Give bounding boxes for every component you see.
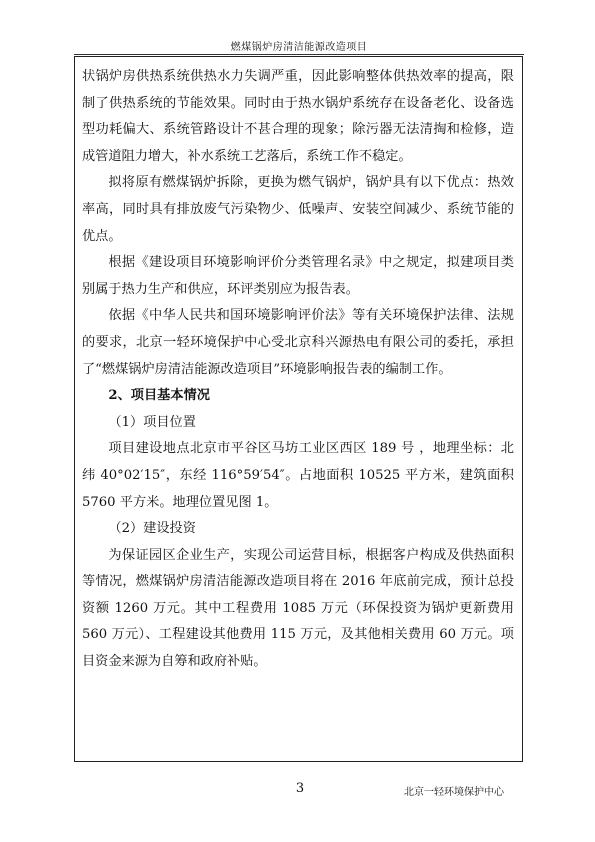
body-content [82,64,514,676]
subsection-location-title: （1）项目位置 [108,414,196,430]
paragraph-classification: 根据《建设项目环境影响评价分类管理名录》中之规定，拟建项目类别属于热力生产和供应，环评类别应为报告表。 [82,255,514,297]
header-rule [74,54,524,55]
subsection-investment-title: （2）建设投资 [108,521,196,537]
paragraph-commission: 依据《中华人民共和国环境影响评价法》等有关环境保护法律、法规的要求，北京一轻环境保护中心受北京科兴源热电有限公司的委托，承担了“燃煤锅炉房清洁能源改造项目”环境影响报告表的编制工作。 [82,308,514,377]
subsection-location-text: 项目建设地点北京市平谷区马坊工业区西区 189 号 ，地理坐标：北纬 40°02′15″，东经 116°59′54″。占地面积 10525 平方米，建筑面积 5760 平方米。地理位置见图 1。 [82,441,514,510]
page-header: 燃煤锅炉房清洁能源改造项目 [230,42,368,53]
page-number: 3 [295,781,305,796]
subsection-investment-text: 为保证园区企业生产，实现公司运营目标，根据客户构成及供热面积等情况，燃煤锅炉房清洁能源改造项目将在 2016 年底前完成，预计总投资额 1260 万元。其中工程费用 1085 万元（环保投资为锅炉更新费用 560 万元）、工程建设其他费用 115 万元，及其他相关费用 60 万元。项目资金来源为自筹和政府补贴。 [82,547,514,670]
section-heading: 2、项目基本情况 [108,388,210,404]
footer-organization: 北京一轻环境保护中心 [404,787,504,798]
paragraph-continuation: 状锅炉房供热系统供热水力失调严重，因此影响整体供热效率的提高，限制了供热系统的节能效果。同时由于热水锅炉系统存在设备老化、设备选型功耗偏大、系统管路设计不甚合理的现象；除污器无法清掏和检修，造成管道阻力增大，补水系统工艺落后，系统工作不稳定。 [82,69,514,164]
paragraph-replacement: 拟将原有燃煤锅炉拆除，更换为燃气锅炉，锅炉具有以下优点：热效率高，同时具有排放废气污染物少、低噪声、安装空间减少、系统节能的优点。 [82,175,514,244]
